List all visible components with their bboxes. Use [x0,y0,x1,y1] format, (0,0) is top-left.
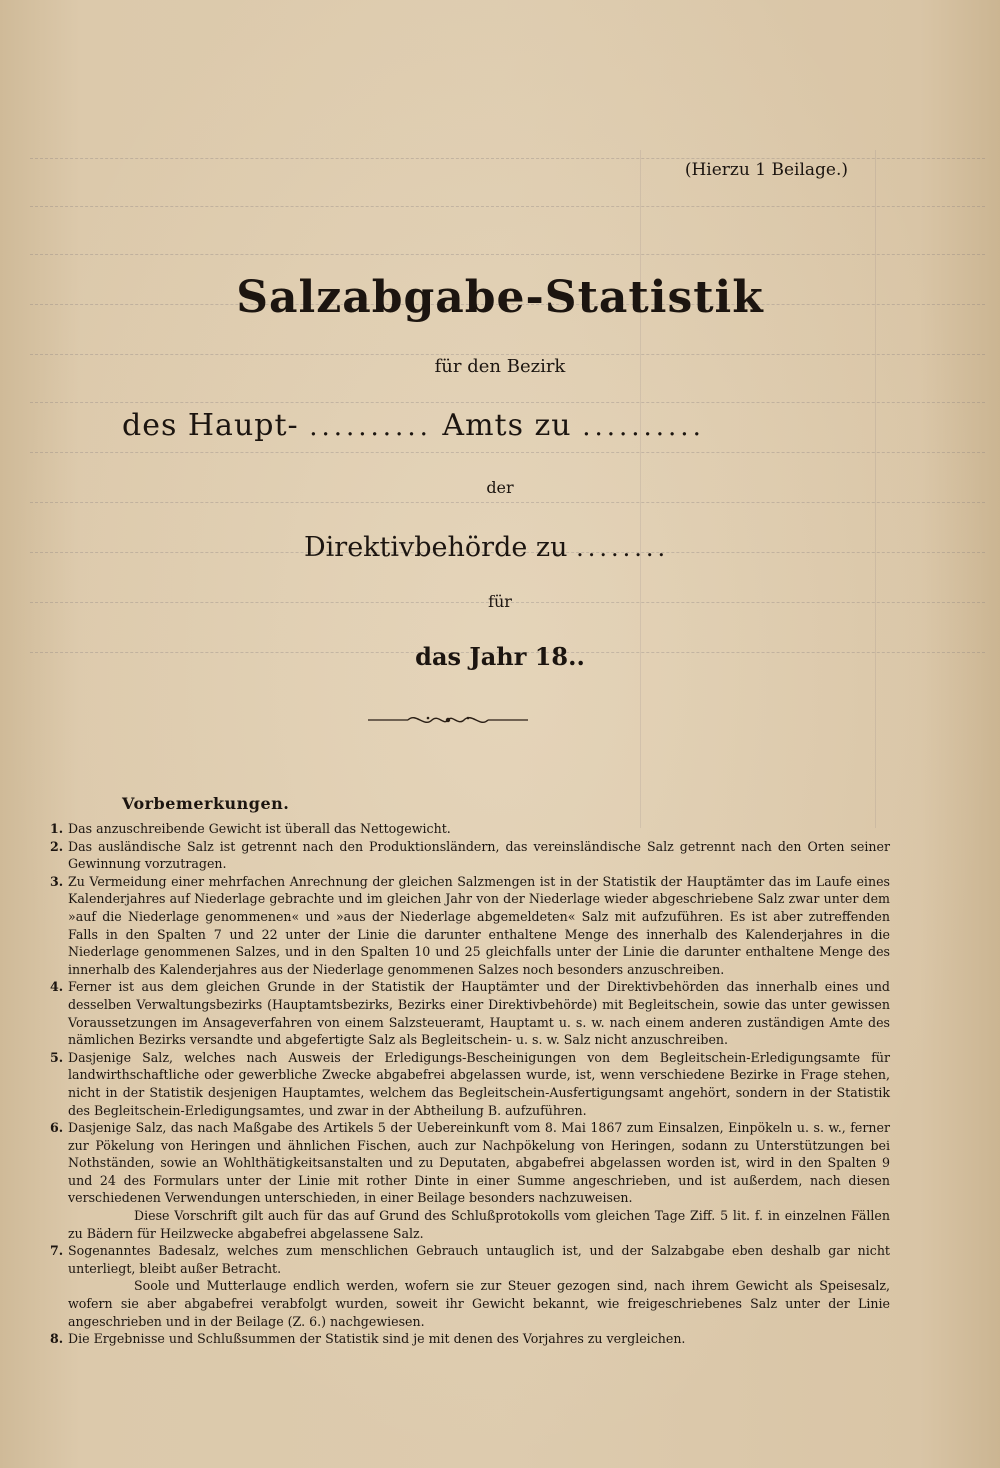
vorbemerkungen-heading: Vorbemerkungen. [122,794,290,813]
bleed-through-rule [30,502,985,503]
note-item [50,820,890,838]
note-text: Ferner ist aus dem gleichen Grunde in der Statistik der Hauptämter und der Direktivbehörden das innerhalb eines und desselben Verwaltungsbezirks (Hauptamtsbezirks, Bezirks einer Direktivbehörde) mit Begleitschein, sowie das unter gewissen Voraussetzungen im Ansageverfahren von einem Salzsteueramt, Hauptamt u. s. w. nach einem anderen zuständigen Amte des nämlichen Bezirks versandte und abgefertigte Salz als Begleitschein- u. s. w. Salz nicht anzuschreiben. [68,979,890,1048]
bleed-through-rule [30,254,985,255]
note-text: Sogenanntes Badesalz, welches zum menschlichen Gebrauch untauglich ist, und der Salzabgabe eben deshalb gar nicht unterliegt, bleibt außer Betracht. [68,1243,890,1276]
note-number: 5. [50,1049,64,1065]
note-text: Dasjenige Salz, das nach Maßgabe des Artikels 5 der Uebereinkunft vom 8. Mai 1867 zum Einsalzen, Einpökeln u. s. w., ferner zur Pökelung von Heringen und ähnlichen Fischen, auch zur Nachpökelung von Heringen, sodann zu Unterstützungen bei Nothständen, sowie an Wohlthätigkeitsanstalten und zu Deputaten, abgabefrei abgelassen worden ist, wird in den Spalten 9 und 24 des Formulars unter der Linie mit rother Dinte in einer Summe angeschrieben, und ist außerdem, nach diesen verschiedenen Verwendungen unterschieden, in einer Beilage besonders nachzuweisen. [68,1120,890,1206]
note-number: 3. [50,873,64,889]
note-item [50,1330,890,1348]
note-text: Das anzuschreibende Gewicht ist überall das Nettogewicht. [68,821,451,836]
bleed-through-rule [30,158,985,159]
note-number: 8. [50,1331,64,1347]
bleed-through-rule [30,206,985,207]
notes-list [50,820,890,1348]
bleed-through-rule [30,402,985,403]
note-number: 7. [50,1243,64,1259]
note-number: 4. [50,979,64,995]
fuer-label: für [488,592,512,611]
bleed-through-rule [30,354,985,355]
subtitle: für den Bezirk [434,356,566,377]
note-item [50,978,890,1048]
amts-zu-label: Amts zu [442,408,572,443]
beilage-note: (Hierzu 1 Beilage.) [684,160,848,180]
note-item [50,1119,890,1242]
hauptamt-line [122,408,705,443]
note-number: 2. [50,838,64,854]
note-text: Das ausländische Salz ist getrennt nach den Produktionsländern, das vereinsländische Salz getrennt nach den Orten seiner Gewinnung vorzutragen. [68,838,890,872]
ornament-divider-icon [368,710,528,730]
note-text: Zu Vermeidung einer mehrfachen Anrechnung der gleichen Salzmengen ist in der Statistik der Hauptämter das im Laufe eines Kalenderjahres auf Niederlage gebrachte und im gleichen Jahr von der Niederlage wieder abgeschriebene Salz zwar unter dem »auf die Niederlage genommenen« und »aus der Niederlage abgemeldeten« Salz mit aufzuführen. Es ist aber zutreffenden Falls in den Spalten 7 und 22 unter der Linie die darunter enthaltene Menge des innerhalb des Kalenderjahres in die Niederlage genommenen Salzes, und in den Spalten 10 und 25 gleichfalls unter der Linie die darunter enthaltene Menge des innerhalb des Kalenderjahres aus der Niederlage genommenen Salzes noch besonders anzuschreiben. [68,873,890,977]
bleed-through-rule [30,452,985,453]
note-text: Soole und Mutterlauge endlich werden, wofern sie zur Steuer gezogen sind, nach ihrem Gewicht als Speisesalz, wofern sie aber abgabefrei verabfolgt wurden, soweit ihr Gewicht bekannt, wie freigeschriebenes Salz unter der Linie angeschrieben und in der Beilage (Z. 6.) nachgewiesen. [68,1278,890,1329]
note-item [50,873,890,979]
note-item [50,1049,890,1119]
note-text: Diese Vorschrift gilt auch für das auf Grund des Schlußprotokolls vom gleichen Tage Ziff. 5 lit. f. in einzelnen Fällen zu Bädern für Heilzwecke abgabefrei abgelassene Salz. [68,1208,890,1241]
year-line: das Jahr 18.. [415,642,585,671]
document-title: Salzabgabe-Statistik [236,272,764,323]
note-item [50,1242,890,1330]
note-number: 1. [50,821,64,836]
direktivbehoerde-blank: ........ [576,534,670,562]
note-text: Dasjenige Salz, welches nach Ausweis der Erledigungs-Bescheinigungen von dem Begleitschein-Erledigungsamte für landwirthschaftliche oder gewerbliche Zwecke abgabefrei abgelassen wurde, ist, wenn verschiedene Bezirke in Frage stehen, nicht in der Statistik desjenigen Hauptamtes, welchem das Begleitschein-Ausfertigungsamt angehört, sondern in der Statistik des Begleitschein-Erledigungsamtes, und zwar in der Abtheilung B. aufzuführen. [68,1049,890,1118]
amts-zu-blank: .......... [582,412,705,442]
der-label: der [486,478,514,497]
note-text: Die Ergebnisse und Schlußsummen der Statistik sind je mit denen des Vorjahres zu vergleichen. [68,1331,686,1347]
direktivbehoerde-label: Direktivbehörde zu [304,532,568,563]
note-number: 6. [50,1120,64,1136]
hauptamt-blank: .......... [309,412,432,442]
note-item [50,838,890,873]
direktivbehoerde-line [304,532,669,563]
hauptamt-label: des Haupt- [122,408,299,443]
